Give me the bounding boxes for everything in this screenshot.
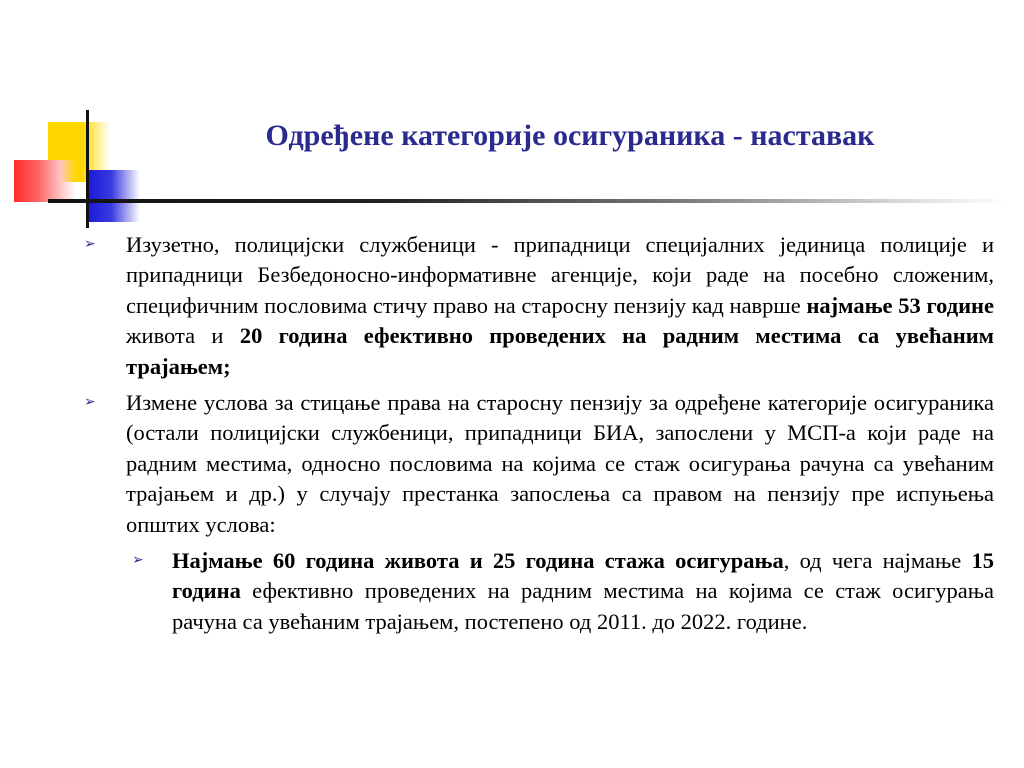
- item-text: Измене услова за стицање права на старосну пензију за одређене категорије осигураника (остали полицијски службеници, припадници БИА, запослени у МСП-а који раде на радним местима, односно пословима на којима се стаж осигурања рачуна са увећаним трајањем и др.) у случају престанка запослења са правом на пензију пре испуњења општих услова:: [126, 390, 994, 537]
- item-text: живота и: [126, 323, 240, 349]
- item-emphasis: најмање 53 године: [806, 292, 995, 318]
- bullet-item: [78, 230, 994, 382]
- slide-content: [78, 230, 994, 643]
- item-text: Изузетно, полицијски службеници - припадници специјалних јединица полиције и припадници Безбедоносно-информативне агенције, који раде на посебно сложеним, специфичним пословима стичу право на старосну пензију кад наврше: [126, 232, 994, 318]
- bullet-item: [78, 388, 994, 540]
- title-divider-line: [48, 199, 1008, 203]
- arrow-bullet-icon: ➢: [84, 395, 96, 411]
- slide-title: Одређене категорије осигураника - наставак: [265, 119, 875, 152]
- decorative-vertical-line: [86, 110, 89, 228]
- sub-bullet-item: [124, 546, 994, 637]
- decorative-red-square: [14, 160, 76, 202]
- item-emphasis: 15 година: [172, 548, 994, 604]
- item-text: , од чега најмање: [783, 548, 972, 574]
- item-emphasis: 20 година ефективно проведених на радним местима са увећаним трајањем;: [126, 323, 994, 379]
- decorative-blue-square: [88, 170, 140, 222]
- item-text: ефективно проведених на радним местима на којима се стаж осигурања рачуна са увећаним трајањем, постепено од 2011. до 2022. године.: [172, 578, 994, 634]
- item-emphasis: Најмање 60 година живота и 25 година стажа осигурања: [172, 548, 784, 574]
- arrow-bullet-icon: ➢: [132, 553, 144, 569]
- arrow-bullet-icon: ➢: [84, 237, 96, 252]
